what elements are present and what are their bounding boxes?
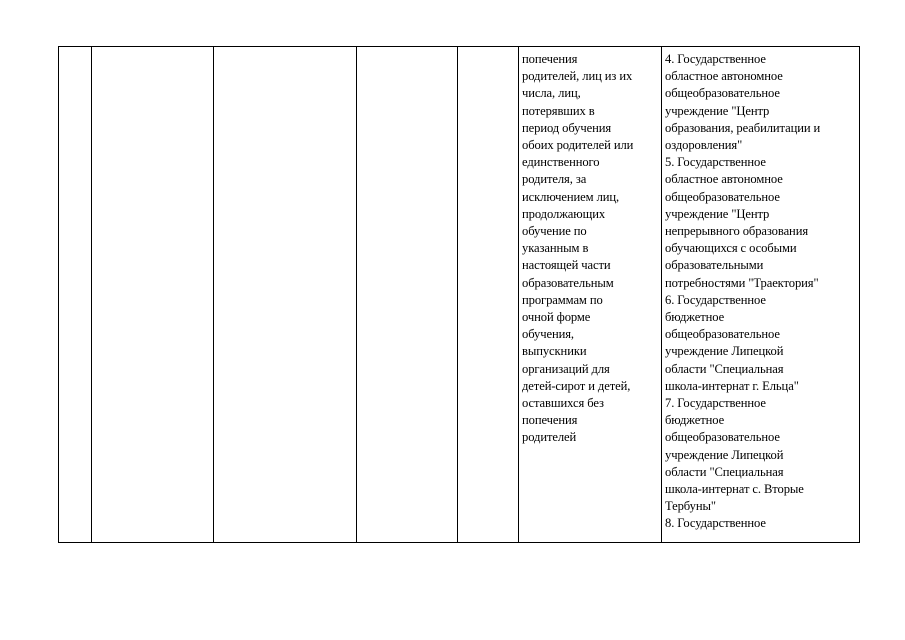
text-line: непрерывного образования — [665, 224, 809, 239]
text-line: учреждение Липецкой — [665, 447, 784, 462]
table-cell-number — [59, 47, 92, 543]
text-line: области "Специальная — [665, 361, 784, 376]
table-cell-col3 — [214, 47, 357, 543]
text-line: детей-сирот и детей, — [522, 378, 631, 393]
text-line: обучающихся с особыми — [665, 241, 797, 256]
text-line: областное автономное — [665, 172, 783, 187]
text-line: области "Специальная — [665, 464, 784, 479]
text-line: учреждение "Центр — [665, 206, 770, 221]
text-line: 4. Государственное — [665, 52, 766, 66]
text-line: организаций для — [522, 361, 610, 376]
category-text — [519, 47, 661, 447]
text-line: очной форме — [522, 310, 591, 325]
text-line: образовательным — [522, 275, 614, 290]
text-line: родителей, лиц из их — [522, 69, 633, 84]
text-line: настоящей части — [522, 258, 611, 273]
text-line: общеобразовательное — [665, 189, 780, 204]
text-line: продолжающих — [522, 206, 606, 221]
table-cell-col4 — [357, 47, 458, 543]
text-line: программам по — [522, 292, 603, 307]
text-line: школа-интернат с. Вторые — [665, 482, 804, 497]
text-line: 8. Государственное — [665, 516, 766, 531]
text-line: родителя, за — [522, 172, 587, 187]
text-line: учреждение Липецкой — [665, 344, 784, 359]
text-line: оставшихся без — [522, 396, 604, 411]
table-row — [59, 47, 860, 543]
text-line: период обучения — [522, 120, 612, 135]
text-line: Тербуны" — [665, 499, 716, 514]
text-line: обучение по — [522, 224, 587, 239]
table-cell-col2 — [92, 47, 214, 543]
text-line: потерявших в — [522, 103, 595, 118]
text-line: 7. Государственное — [665, 396, 766, 411]
text-line: общеобразовательное — [665, 327, 780, 342]
text-line: школа-интернат г. Ельца" — [665, 378, 799, 393]
text-line: оздоровления" — [665, 138, 743, 153]
text-line: обоих родителей или — [522, 138, 634, 153]
text-line: общеобразовательное — [665, 86, 780, 101]
text-line: областное автономное — [665, 69, 783, 84]
text-line: образовательными — [665, 258, 764, 273]
text-line: попечения — [522, 52, 578, 66]
text-line: указанным в — [522, 241, 589, 256]
text-line: общеобразовательное — [665, 430, 780, 445]
organizations-text — [662, 47, 859, 533]
text-line: 6. Государственное — [665, 292, 766, 307]
text-line: обучения, — [522, 327, 574, 342]
table-cell-organizations — [662, 47, 860, 543]
text-line: выпускники — [522, 344, 587, 359]
text-line: родителей — [522, 430, 577, 445]
text-line: числа, лиц, — [522, 86, 581, 101]
table-cell-col5 — [458, 47, 519, 543]
text-line: попечения — [522, 413, 578, 428]
text-line: единственного — [522, 155, 600, 170]
text-line: потребностями "Траектория" — [665, 275, 819, 290]
text-line: бюджетное — [665, 413, 725, 428]
text-line: образования, реабилитации и — [665, 120, 821, 135]
table-cell-category — [519, 47, 662, 543]
text-line: учреждение "Центр — [665, 103, 770, 118]
document-table — [58, 46, 860, 543]
text-line: бюджетное — [665, 310, 725, 325]
text-line: исключением лиц, — [522, 189, 620, 204]
text-line: 5. Государственное — [665, 155, 766, 170]
